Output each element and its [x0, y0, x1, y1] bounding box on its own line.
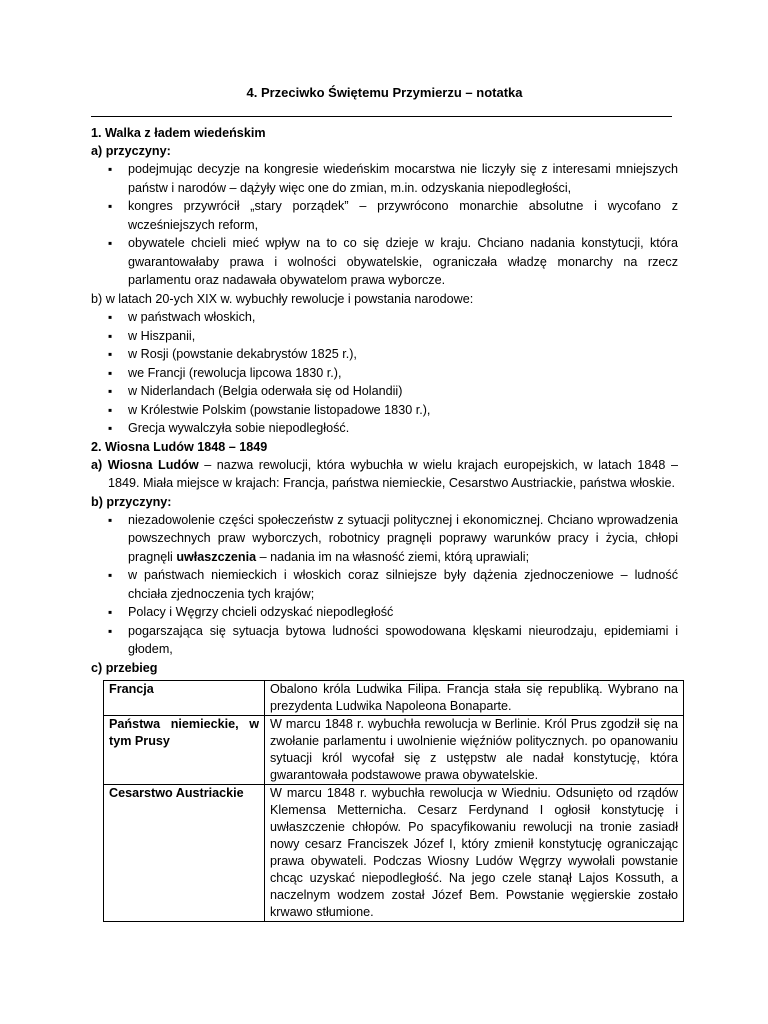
- table-cell-country: Francja: [104, 680, 265, 715]
- table-cell-desc: W marcu 1848 r. wybuchła rewolucja w Wiedniu. Odsunięto od rządów Klemensa Metternicha. Cesarz Ferdynand I ogłosił konstytucję i uwłaszczenie chłopów. Po spacyfikowaniu rewolucji na tronie zasiadł nowy cesarz Franciszek Józef I, który zmienił konstytucję ograniczając prawa obywateli. Podczas Wiosny Ludów Węgrzy wywołali powstanie chcąc uzyskać niepodległość. Na jego czele stanął Lajos Kossuth, a naczelnym wodzem został Józef Bem. Powstanie węgierskie zostało krwawo stłumione.: [265, 784, 684, 921]
- section-1b-list: [91, 308, 678, 438]
- section-2a-paragraph: [91, 456, 678, 493]
- list-item: ▪ w państwach niemieckich i włoskich coraz silniejsze były dążenia zjednoczeniowe – ludność chciała zjednoczenia tych krajów;: [91, 566, 678, 603]
- list-item: ▪ w Hiszpanii,: [91, 327, 678, 346]
- document-page: [91, 84, 678, 922]
- course-table: [103, 680, 684, 922]
- list-item: ▪ w Królestwie Polskim (powstanie listopadowe 1830 r.),: [91, 401, 678, 420]
- section-2a-term: a) Wiosna Ludów: [91, 457, 199, 472]
- list-item-bold-term: uwłaszczenia: [176, 549, 257, 564]
- table-cell-desc: Obalono króla Ludwika Filipa. Francja stała się republiką. Wybrano na prezydenta Ludwika Napoleona Bonaparte.: [265, 680, 684, 715]
- table-row: [104, 715, 684, 784]
- list-item: ▪ w państwach włoskich,: [91, 308, 678, 327]
- section-1a-label: a) przyczyny:: [91, 144, 171, 158]
- list-item: [91, 511, 678, 567]
- list-item: ▪ w Niderlandach (Belgia oderwała się od Holandii): [91, 382, 678, 401]
- document-title: 4. Przeciwko Świętemu Przymierzu – notatka: [246, 85, 523, 100]
- list-item: ▪ Grecja wywalczyła sobie niepodległość.: [91, 419, 678, 438]
- table-cell-country: Cesarstwo Austriackie: [104, 784, 265, 921]
- section-1b-label: b) w latach 20-ych XIX w. wybuchły rewolucje i powstania narodowe:: [91, 291, 474, 306]
- section-2c-label: c) przebieg: [91, 660, 158, 675]
- list-item-text: niezadowolenie części społeczeństw z sytuacji politycznej i ekonomicznej. Chciano wprowadzenia powszechnych praw wyborczych, robotnicy pragnęli poprawy warunków pracy i życia, chłopi pragnęli: [128, 512, 678, 564]
- table-row: [104, 680, 684, 715]
- list-item: ▪ Polacy i Węgrzy chcieli odzyskać niepodległość: [91, 603, 678, 622]
- list-item: ▪ we Francji (rewolucja lipcowa 1830 r.),: [91, 364, 678, 383]
- title-underline: [91, 102, 672, 117]
- table-cell-country: Państwa niemieckie, w tym Prusy: [104, 715, 265, 784]
- list-item-text: – nadania im na własność ziemi, którą uprawiali;: [256, 549, 530, 564]
- section-2b-label: b) przyczyny:: [91, 494, 172, 509]
- list-item: ▪ pogarszająca się sytuacja bytowa ludności spowodowana klęskami nieurodzaju, epidemiami i głodem,: [91, 622, 678, 659]
- list-item: ▪ podejmując decyzje na kongresie wiedeńskim mocarstwa nie liczyły się z interesami mniejszych państw i narodów – dążyły więc one do zmian, m.in. odzyskania niepodległości,: [91, 160, 678, 197]
- section-1-heading: 1. Walka z ładem wiedeńskim: [91, 126, 266, 140]
- table-row: [104, 784, 684, 921]
- section-1a-list: [91, 160, 678, 290]
- section-2-heading: 2. Wiosna Ludów 1848 – 1849: [91, 439, 268, 454]
- list-item: ▪ w Rosji (powstanie dekabrystów 1825 r.),: [91, 345, 678, 364]
- list-item: ▪ obywatele chcieli mieć wpływ na to co się dzieje w kraju. Chciano nadania konstytucji, która gwarantowałaby prawa i wolności obywatelskie, ograniczała władzę monarchy na rzecz parlamentu oraz nadawała obywatelom prawa wyborcze.: [91, 234, 678, 290]
- table-cell-desc: W marcu 1848 r. wybuchła rewolucja w Berlinie. Król Prus zgodził się na zwołanie parlamentu i uwolnienie więźniów politycznych. po opanowaniu sytuacji król wycofał się z ustępstw ale nadał konstytucję, która gwarantowała podstawowe prawa obywatelskie.: [265, 715, 684, 784]
- section-2a-text: – nazwa rewolucji, która wybuchła w wielu krajach europejskich, w latach 1848 – 1849. Miała miejsce w krajach: Francja, państwa niemieckie, Cesarstwo Austriackie, państwa włoskie.: [108, 457, 679, 490]
- list-item: ▪ kongres przywrócił „stary porządek” – przywrócono monarchie absolutne i wycofano z wcześniejszych reform,: [91, 197, 678, 234]
- section-2b-list: [91, 511, 678, 659]
